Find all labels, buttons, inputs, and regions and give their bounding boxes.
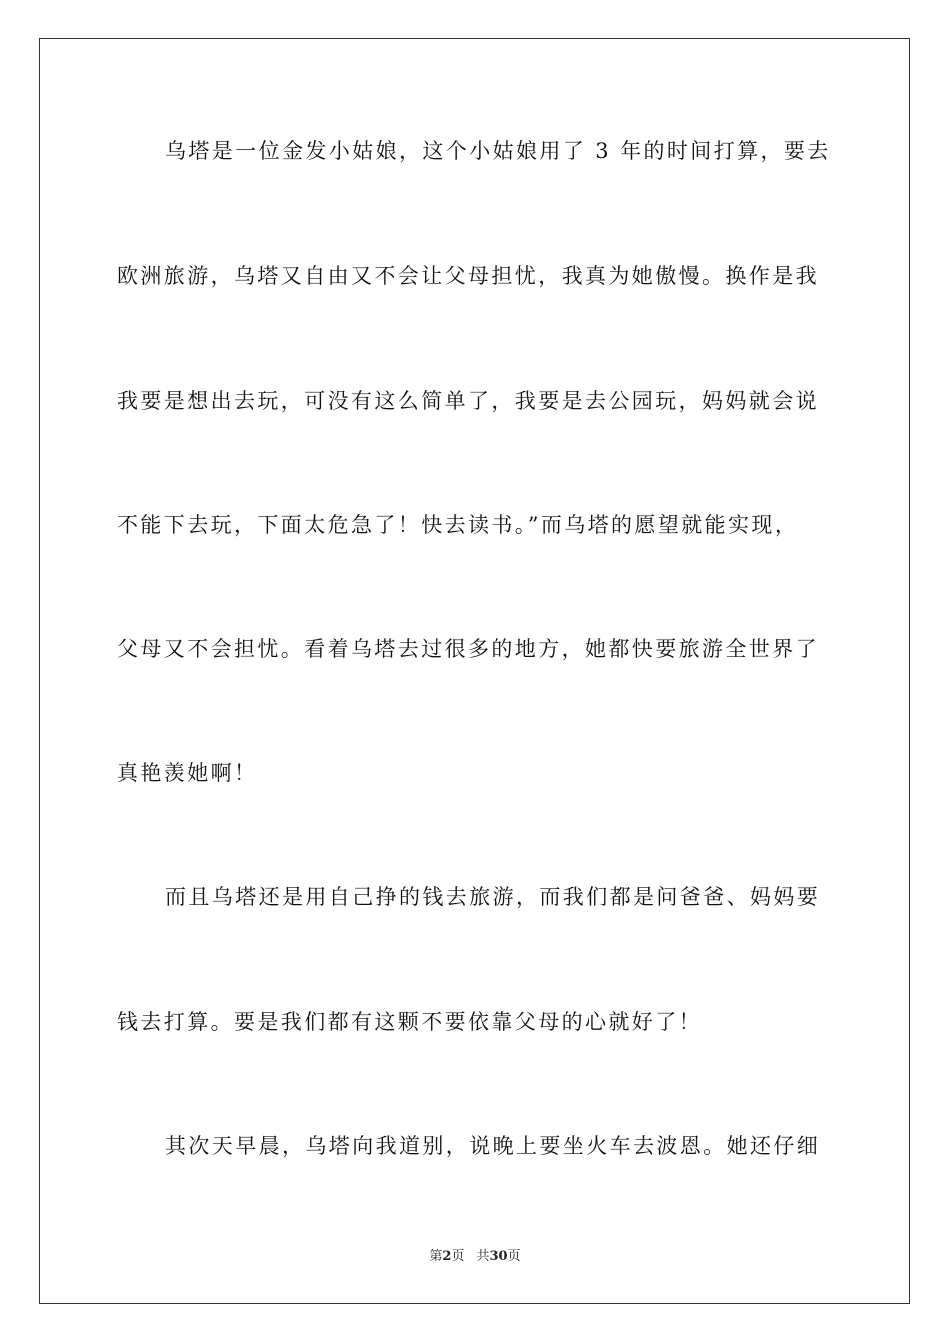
footer-page-number: 2 [442, 1249, 452, 1264]
footer-total-suffix: 页 [507, 1249, 521, 1264]
paragraph-1-line-2: 欧洲旅游，乌塔又自由又不会让父母担忧，我真为她傲慢。换作是我 [117, 264, 819, 288]
page-footer [0, 1248, 950, 1266]
footer-total-pages: 30 [489, 1249, 508, 1264]
paragraph-1-line-5: 父母又不会担忧。看着乌塔去过很多的地方，她都快要旅游全世界了 [117, 637, 819, 661]
paragraph-1-line-4: 不能下去玩，下面太危急了！快去读书。”而乌塔的愿望就能实现， [117, 513, 799, 537]
paragraph-2-line-2: 钱去打算。要是我们都有这颗不要依靠父母的心就好了！ [117, 1010, 702, 1034]
paragraph-2-line-1: 而且乌塔还是用自己挣的钱去旅游，而我们都是问爸爸、妈妈要 [165, 885, 821, 909]
footer-page-prefix: 第 [429, 1249, 443, 1264]
footer-page-suffix: 页 [451, 1249, 465, 1264]
paragraph-1-line-1: 乌塔是一位金发小姑娘，这个小姑娘用了 3 年的时间打算，要去 [165, 139, 831, 163]
footer-total-prefix: 共 [476, 1249, 490, 1264]
paragraph-1-line-3: 我要是想出去玩，可没有这么简单了，我要是去公园玩，妈妈就会说 [117, 389, 819, 413]
paragraph-3-line-1: 其次天早晨，乌塔向我道别，说晚上要坐火车去波恩。她还仔细 [165, 1134, 821, 1158]
page-border [39, 38, 910, 1304]
paragraph-1-line-6: 真艳羡她啊！ [117, 761, 258, 785]
